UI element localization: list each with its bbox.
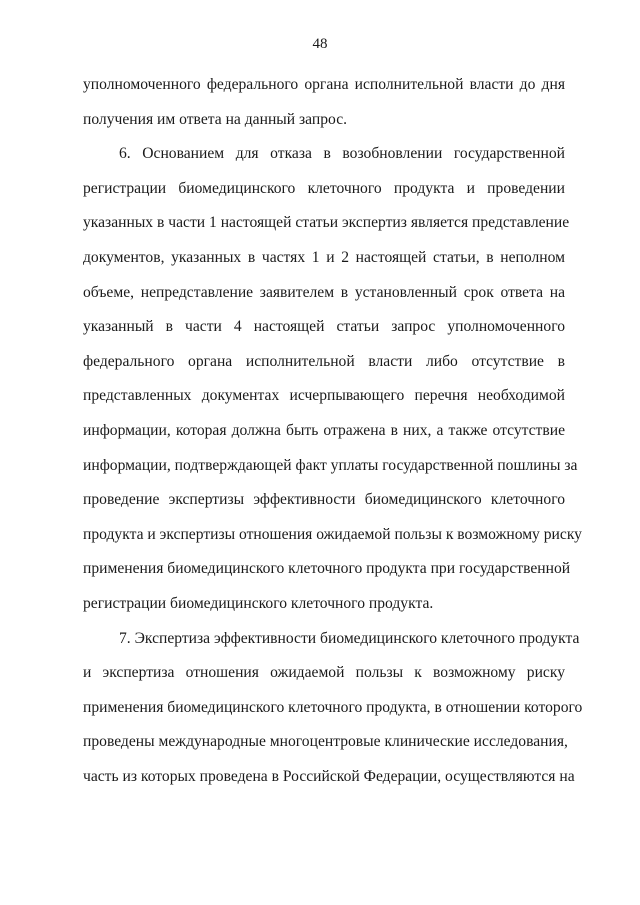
text-line: информации, подтверждающей факт уплаты государственной пошлины за (83, 456, 578, 474)
text-line: применения биомедицинского клеточного продукта, в отношении которого (83, 698, 583, 716)
text-line: документов, указанных в частях 1 и 2 настоящей статьи, в неполном (83, 248, 565, 266)
document-body (83, 68, 583, 794)
text-line: получения им ответа на данный запрос. (83, 110, 348, 128)
text-line: объеме, непредставление заявителем в установленный срок ответа на (83, 283, 565, 301)
text-line: уполномоченного федерального органа исполнительной власти до дня (83, 76, 565, 93)
text-line: регистрации биомедицинского клеточного продукта. (83, 594, 434, 612)
text-line: указанных в части 1 настоящей статьи экспертиз является представление (83, 214, 570, 232)
paragraph-7-first-line: 7. Экспертиза эффективности биомедицинского клеточного продукта (119, 629, 580, 647)
text-line: применения биомедицинского клеточного продукта при государственной (83, 560, 571, 578)
text-line: информации, которая должна быть отражена в них, а также отсутствие (83, 421, 565, 439)
text-line: проведение экспертизы эффективности биомедицинского клеточного (83, 491, 565, 509)
paragraph-6-first-line: 6. Основанием для отказа в возобновлении государственной (119, 145, 565, 163)
text-line: проведены международные многоцентровые клинические исследования, (83, 733, 568, 751)
text-line: и экспертиза отношения ожидаемой пользы к возможному риску (83, 664, 565, 682)
text-line: представленных документах исчерпывающего перечня необходимой (83, 387, 565, 405)
text-line: федерального органа исполнительной власти либо отсутствие в (83, 352, 565, 370)
text-line: регистрации биомедицинского клеточного продукта и проведении (83, 179, 565, 197)
text-line: указанный в части 4 настоящей статьи запрос уполномоченного (83, 318, 565, 336)
text-line: часть из которых проведена в Российской Федерации, осуществляются на (83, 767, 575, 785)
page-number: 48 (312, 36, 328, 52)
text-line: продукта и экспертизы отношения ожидаемой пользы к возможному риску (83, 525, 582, 543)
